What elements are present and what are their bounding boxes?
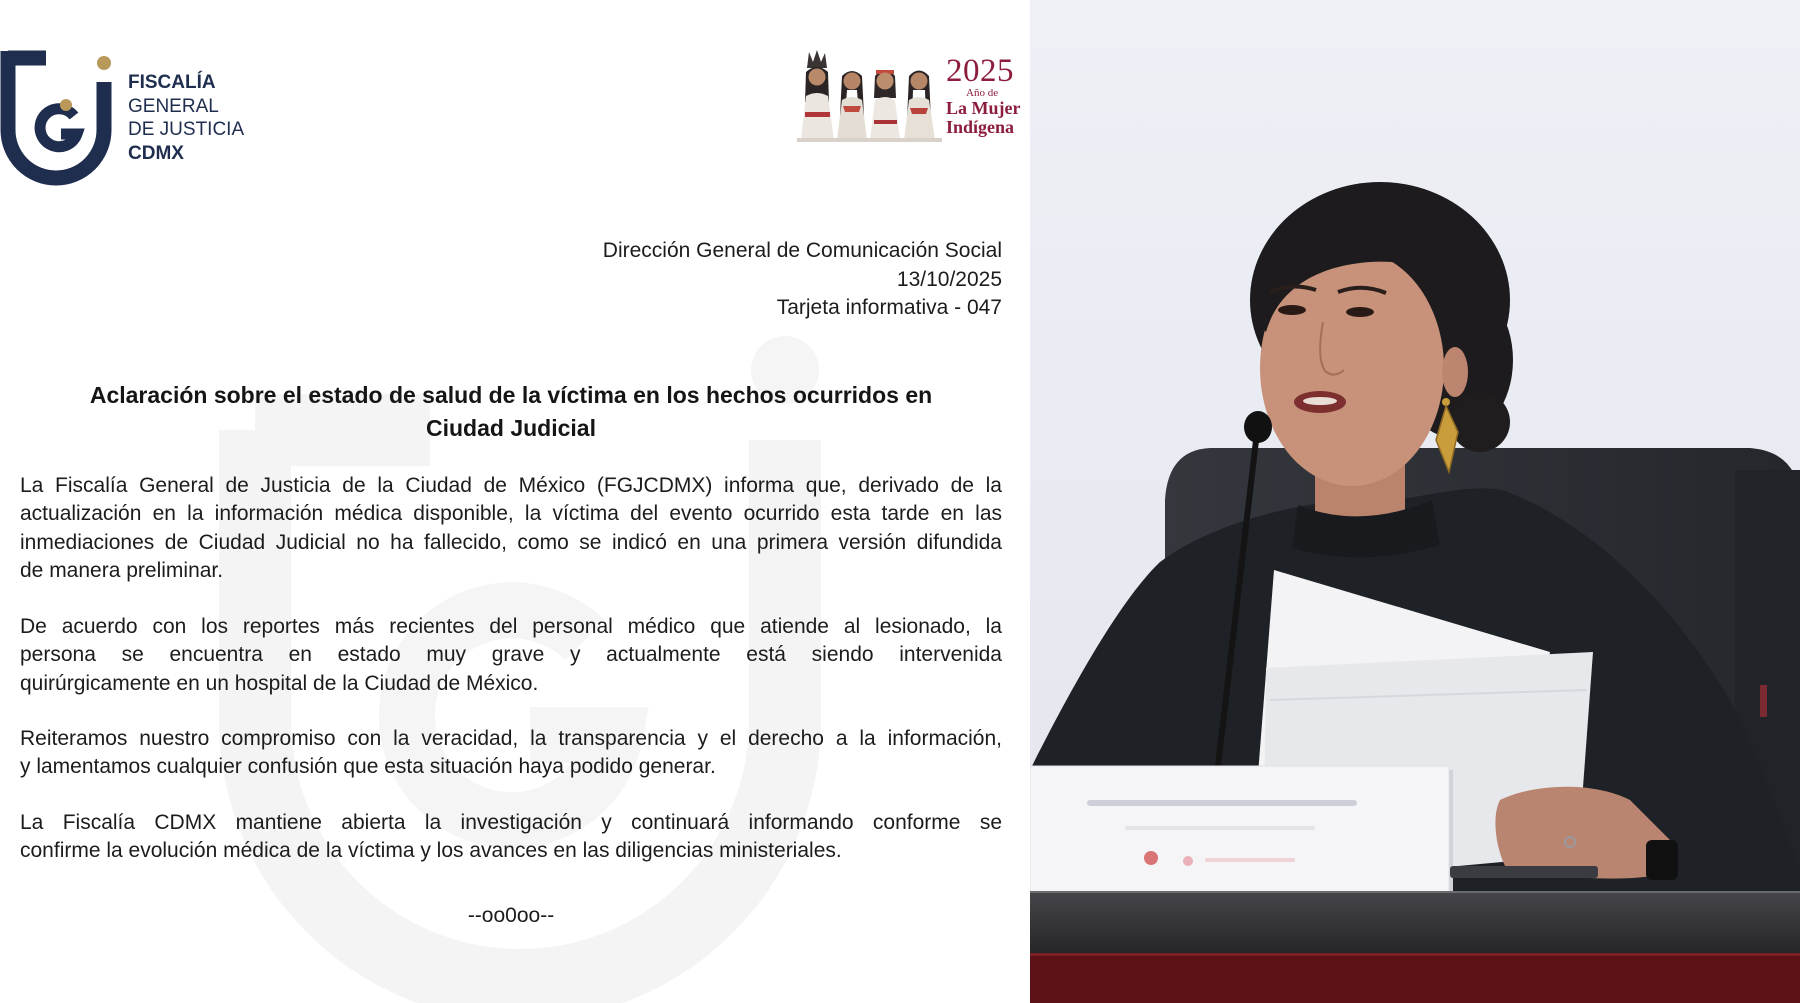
paragraph-4 (20, 809, 1002, 866)
paragraph-line: La Fiscalía General de Justicia de la Ciudad de México (FGJCDMX) informa que, derivado de la (20, 474, 1002, 497)
figure-3-band (874, 120, 897, 124)
microphone-icon (1244, 411, 1272, 443)
department-name: Dirección General de Comunicación Social (602, 239, 1002, 262)
paragraph-line: persona se encuentra en estado muy grave y actualmente está siendo intervenida (20, 643, 1002, 667)
figure-4-dress (904, 97, 935, 140)
desk-front (1030, 953, 1800, 1003)
document-title (20, 379, 1002, 445)
badge-year: 2025 (946, 53, 1014, 89)
figure-1-head (809, 69, 826, 86)
paragraph-3 (20, 725, 1002, 782)
paragraph-line: actualización en la información médica disponible, la víctima del evento ocurrido esta tarde en las (20, 502, 1002, 526)
press-conference-photo (1030, 0, 1800, 1003)
logo-g (40, 109, 77, 147)
title-line-2: Ciudad Judicial (426, 415, 596, 441)
badge-caption-line-2: Indígena (946, 117, 1015, 137)
paragraph-line: Reiteramos nuestro compromiso con la veracidad, la transparencia y el derecho a la información, (20, 727, 1002, 750)
logo-line-general: GENERAL (128, 95, 219, 117)
document-date: 13/10/2025 (896, 267, 1002, 291)
nameplate-blurred-text (1087, 800, 1357, 806)
nameplate-emblem-small (1183, 856, 1193, 866)
paragraph-line: quirúrgicamente en un hospital de la Ciudad de México. (20, 671, 539, 695)
right-eye (1346, 307, 1374, 317)
hair-bun (1450, 392, 1510, 452)
paragraph-line: y lamentamos cualquier confusión que esta situación haya podido generar. (20, 755, 716, 779)
document-reference: Tarjeta informativa - 047 (776, 296, 1002, 319)
paragraph-2 (20, 613, 1002, 698)
logo-line-de-justicia: DE JUSTICIA (128, 119, 245, 140)
figure-1-band (805, 112, 830, 117)
paragraph-line: inmediaciones de Ciudad Judicial no ha fallecido, como se indicó en una primera versión difundida (20, 530, 1002, 554)
fgj-logo-icon (0, 50, 112, 186)
figure-1-headdress (807, 50, 827, 68)
paragraph-line: confirme la evolución médica de la víctima y los avances en las diligencias ministeriales. (20, 839, 842, 863)
figure-1 (801, 50, 834, 140)
document-closing-mark: --oo0oo-- (467, 904, 555, 927)
logo-gold-dot-right (97, 56, 111, 70)
left-eye (1278, 305, 1306, 315)
paragraph-line: De acuerdo con los reportes más recientes del personal médico que atiende al lesionado, la (20, 615, 1002, 638)
figure-2-head (844, 73, 861, 90)
paragraph-line: La Fiscalía CDMX mantiene abierta la investigación y continuará informando conforme se (20, 811, 1002, 834)
logo-line-cdmx: CDMX (128, 142, 184, 164)
nameplate-emblem (1144, 851, 1158, 865)
badge-caption-line-1: La Mujer (946, 98, 1021, 118)
figure-2 (837, 71, 867, 140)
badge-caption-small: Año de (966, 87, 999, 99)
document-header (20, 237, 1002, 323)
paragraph-line: de manera preliminar. (20, 558, 224, 582)
indigenous-women-illustration (797, 50, 942, 142)
desk-front-trim (1030, 953, 1800, 956)
photo-canvas (1030, 0, 1800, 1003)
nameplate-blurred-footer (1205, 858, 1295, 862)
figure-3-dress (870, 97, 900, 140)
ear (1442, 347, 1468, 397)
figure-4-head (911, 73, 928, 90)
year-badge (946, 55, 1030, 137)
figure-4-embroidery (910, 108, 928, 114)
teeth (1303, 397, 1337, 405)
nameplate-blurred-subtext (1125, 826, 1315, 830)
desk-top (1030, 892, 1800, 953)
figure-3-head (877, 73, 894, 90)
figure-3 (870, 70, 900, 140)
illustration-ground (797, 138, 942, 142)
figure-2-embroidery (843, 106, 861, 112)
chair-red-detail (1760, 685, 1767, 717)
logo-line-fiscalia: FISCALÍA (128, 72, 216, 93)
paragraph-1 (20, 472, 1002, 585)
wristwatch-icon (1646, 840, 1678, 880)
fgj-logo-wordmark (128, 71, 244, 165)
figure-4 (904, 71, 935, 141)
logo-gold-dot-center (60, 99, 72, 111)
phone-on-desk (1450, 866, 1598, 878)
title-line-1: Aclaración sobre el estado de salud de la víctima en los hechos ocurridos en (89, 382, 933, 408)
